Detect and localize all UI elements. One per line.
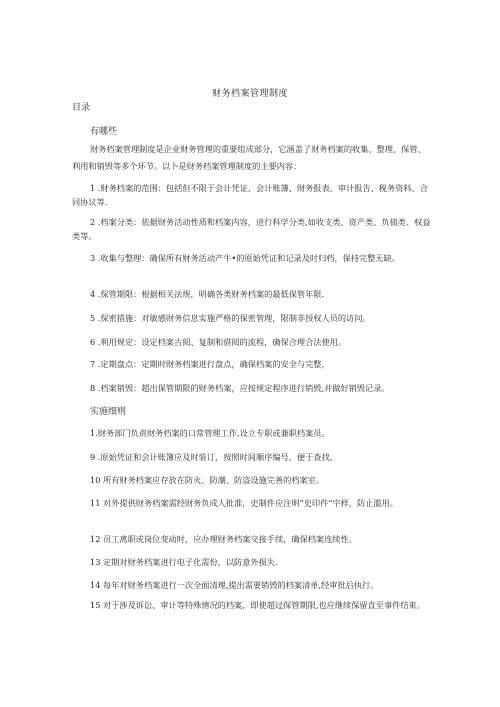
rule-item: 10 所有财务档案应存放在防火、防潮、防盗设施完善的档案室。 bbox=[90, 475, 325, 485]
list-item: 4 .保管期限：根据相关法规，明确各类财务档案的最低保管年限. bbox=[90, 289, 325, 299]
section-heading-contents: 有哪些 bbox=[90, 127, 118, 137]
list-item: 2 .档案分类：依据财务活动性质和档案内容，进行科学分类,如收支类、资产类、负债类、权益类等。 bbox=[72, 217, 431, 241]
rule-item: 12 员工离职或岗位变动时，应办理财务档案交接手续，确保档案连续性。 bbox=[90, 534, 357, 544]
document-title: 财务档案管理制度 bbox=[211, 89, 288, 99]
intro-paragraph: 财务档案管理制度是企业财务管理的重要组成部分，它涵盖了财务档案的收集、整理、保管、利用和销毁等多个环节。以卜是财务档案管理制度的主要内容： bbox=[72, 144, 426, 171]
toc-label: 目录 bbox=[72, 103, 91, 113]
rule-item: 11 对外提供财务档案需经财务负成人批准，史制件应注明“史印件”字样，防止滥用。 bbox=[90, 498, 398, 508]
list-item: 3 .收集与整理：确保所有财务活动产牛•的原始凭证和记录及时归档，保持完整无缺。 bbox=[90, 253, 400, 263]
section-heading-rules: 实施细则 bbox=[90, 407, 127, 417]
rule-item: 1.财务部门负责财务档案的口常管理工作,设立专职或兼职档案员。 bbox=[90, 428, 330, 438]
rule-item: 9 .原始凭证和会计账簿应及时装订，按照时间顺序编号，便于查找。 bbox=[90, 452, 338, 462]
rule-item: 13 定期对财务档案进行电子化需份，以防意外损失. bbox=[90, 557, 278, 567]
list-item: 7 .定期盘点：定期时财务档案进行盘点，确保档案的安全与完整， bbox=[90, 359, 330, 369]
list-item: 8 .档案销毁：超出保管期限的财务档案，应按规定程序进行销毁,并做好销毁记录。 bbox=[90, 383, 390, 393]
rule-item: 15 对于涉及诉讼、审计等特殊情况的档案，即使超过保管期限,也应继续保留直至事件结束。 bbox=[90, 600, 425, 610]
list-item: 5 .保密措施：对敏感财务信息实施严格的保密管理，限制非授权人员的访问。 bbox=[90, 313, 371, 323]
list-item: 1 .财务档案的范围：包括但不限于会计凭证、会计账簿、财务报表、审计报告、税务资料、合同协议等. bbox=[72, 183, 428, 207]
rule-item: 14 每年对财务档案进行一次全面清理,提出需要销毁的档案清单,经审批后执行。 bbox=[90, 580, 379, 590]
list-item: 6 .利用规定：设定档案古阅、复制和借阅的流程，确保合理合法使用。 bbox=[90, 337, 347, 347]
